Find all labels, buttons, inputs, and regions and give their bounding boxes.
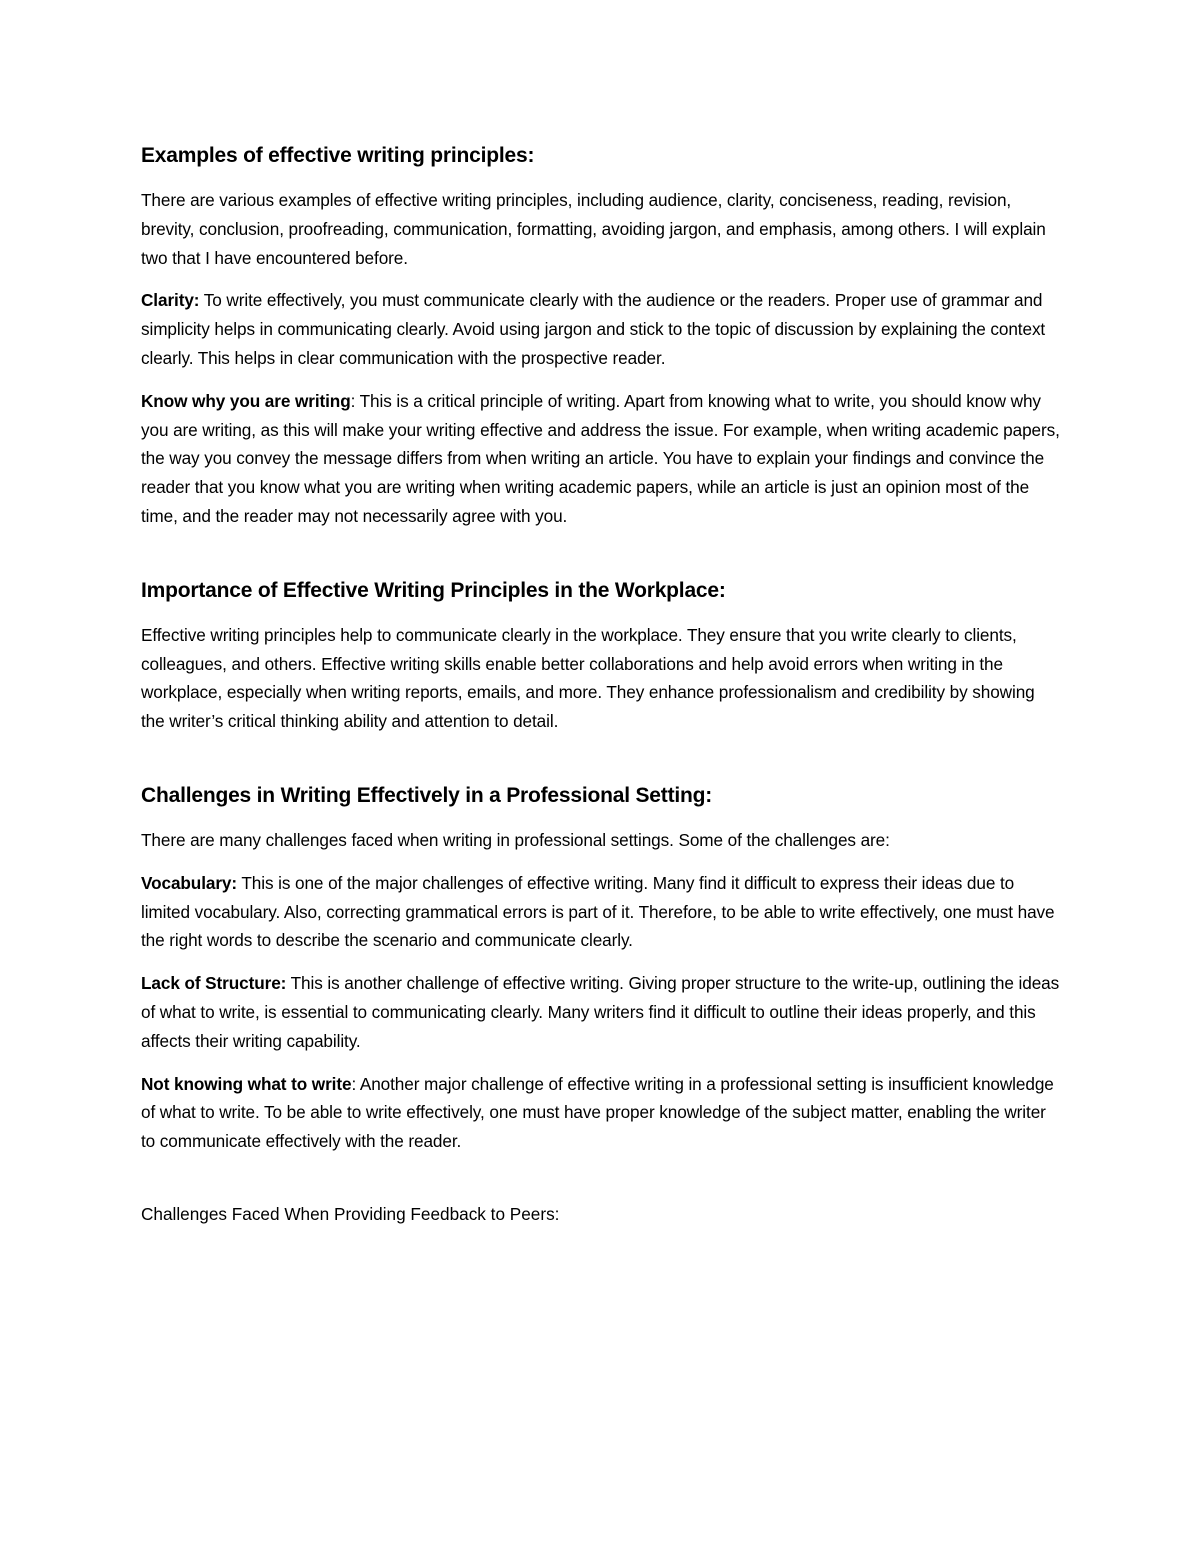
section-heading-feedback: Challenges Faced When Providing Feedback to Peers: bbox=[141, 1203, 560, 1224]
section-spacer bbox=[141, 1170, 1061, 1200]
section-heading-examples: Examples of effective writing principles: bbox=[141, 144, 535, 167]
document-page bbox=[141, 140, 1061, 1229]
know-why-paragraph bbox=[141, 387, 1061, 531]
clarity-term: Clarity: bbox=[141, 290, 200, 311]
section-spacer bbox=[141, 545, 1061, 575]
section-heading-importance: Importance of Effective Writing Principles in the Workplace: bbox=[141, 578, 726, 602]
section-spacer bbox=[141, 750, 1061, 780]
not-knowing-text: : Another major challenge of effective writing in a professional setting is insufficient knowledge of what to write. To be able to write effectively, one must have proper knowledge of the subject matter, enabling the writer to communicate effectively with the reader. bbox=[141, 1073, 1054, 1152]
know-why-text: : This is a critical principle of writing. Apart from knowing what to write, you should know why you are writing, as this will make your writing effective and address the issue. For example, when writing academic papers, the way you convey the message differs from when writing an article. You have to explain your findings and convince the reader that you know what you are writing when writing academic papers, while an article is just an opinion most of the time, and the reader may not necessarily agree with you. bbox=[141, 390, 1060, 526]
vocabulary-paragraph bbox=[141, 869, 1061, 955]
section-heading-challenges: Challenges in Writing Effectively in a Professional Setting: bbox=[141, 783, 713, 807]
vocabulary-text: This is one of the major challenges of effective writing. Many find it difficult to express their ideas due to limited vocabulary. Also, correcting grammatical errors is part of it. Therefore, to be able to write effectively, one must have the right words to describe the scenario and communicate clearly. bbox=[141, 872, 1055, 951]
not-knowing-term: Not knowing what to write bbox=[141, 1073, 352, 1094]
clarity-text: To write effectively, you must communicate clearly with the audience or the readers. Proper use of grammar and simplicity helps in communicating clearly. Avoid using jargon and stick to the topic of discussion by explaining the context clearly. This helps in clear communication with the prospective reader. bbox=[141, 290, 1046, 368]
lack-of-structure-text: This is another challenge of effective writing. Giving proper structure to the write-up, outlining the ideas of what to write, is essential to communicating clearly. Many writers find it difficult to outline their ideas properly, and this affects their writing capability. bbox=[141, 973, 1060, 1051]
not-knowing-paragraph bbox=[141, 1070, 1061, 1156]
vocabulary-term: Vocabulary: bbox=[141, 872, 238, 893]
know-why-term: Know why you are writing bbox=[141, 390, 351, 411]
examples-intro-paragraph: There are various examples of effective writing principles, including audience, clarity, conciseness, reading, revision, brevity, conclusion, proofreading, communication, formatting, avoiding jargon, and emphasis, among others. I will explain two that I have encountered before. bbox=[141, 190, 1046, 268]
lack-of-structure-paragraph bbox=[141, 969, 1061, 1055]
challenges-intro-paragraph: There are many challenges faced when writing in professional settings. Some of the challenges are: bbox=[141, 829, 890, 850]
lack-of-structure-term: Lack of Structure: bbox=[141, 973, 287, 994]
clarity-paragraph bbox=[141, 286, 1061, 372]
importance-paragraph: Effective writing principles help to communicate clearly in the workplace. They ensure that you write clearly to clients, colleagues, and others. Effective writing skills enable better collaborations and help avoid errors when writing in the workplace, especially when writing reports, emails, and more. They enhance professionalism and credibility by showing the writer’s critical thinking ability and attention to detail. bbox=[141, 624, 1035, 732]
